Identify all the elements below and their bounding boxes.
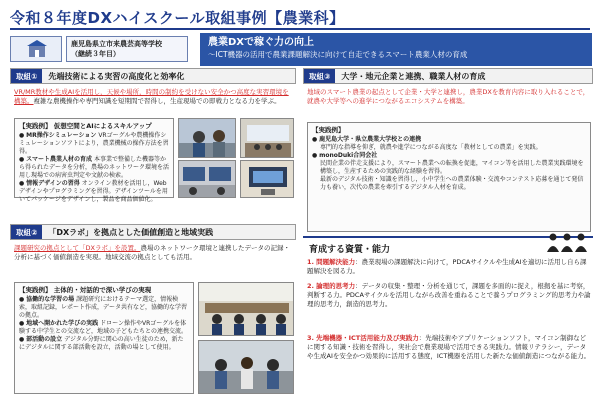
section-3-example-box [307,122,591,232]
classroom-photo [240,118,294,158]
design-work-photo [240,160,294,198]
list-item: ● 鹿児島大学・県立農業大学校との連携 [312,136,422,143]
section-1-example-heading: 【実践例】 仮想空間とAIによるスキルアップ [19,122,152,130]
list-item: ● 情報デザインの習得 オンライン教材を活用し，Webデザインやプログラミングを習得。デザインツールを用いてパッケージをデザインし，製品を商品価値化。 [19,180,168,203]
section-3-highlight: 地域のスマート農業の起点として企業・大学と連携し，農業DXを教育内容に取り入れることで，就農や大学等への進学につながるエコシステムを構築。 [307,88,590,105]
school-emblem-icon [10,36,62,62]
skill-item-2: 2. 論理的思考力：データの収集・整理・分析を通じて，課題を多面的に捉え，根拠を基に考察，判断する力。PDCAサイクルを活用しながら改善を重ねることで養うプログラミング的思考力や論理的思考力，創造的思考力。 [307,282,591,308]
section-1-tag: 取組① [11,69,42,83]
banner-title: 農業DXで稼ぐ力の向上 [208,37,315,48]
school-note: （継続３年目） [71,50,120,58]
skill-item-3: 3. 先端機器・ICT活用能力及び実践力：先端技術やアプリケーションソフト，マイコン制御などに関する知識・技術を習得し，実社会で農業現場で活用できる実践力。情報リテラシー，データや生成AIを安全かつ効果的に活用する態度，ICT機器を活用した新たな価値創造につながる能力。 [307,334,591,360]
section-2-highlight: 課題研究の拠点として「DXラボ」を設置。 [14,244,141,252]
title-bar [0,0,600,30]
list-item: ● 地域へ開かれた学びの実践 ドローン操作やVRゴーグルを体験する中学生との交流など，地域の子どもたちとの連携交流。 [19,320,188,335]
title-divider [10,28,590,30]
people-icon [545,232,589,252]
section-3-paragraph [307,88,591,106]
section-3-heading: 大学・地元企業と連携、職業人材の育成 [341,71,486,81]
section-2-example-box [14,282,194,394]
list-item: ● 協働的な学習の場 課題研究におけるテーマ選定，情報検索，取組記録，レポート作成，データ共有など，協働的な学習の拠点。 [19,296,188,319]
skill-item-1: 1. 問題解決能力：農業現場の課題解決に向けて，PDCAサイクルや生成AIを適切に活用し自ら課題解決を図る力。 [307,258,587,275]
section-3-header [303,68,593,84]
theme-banner [200,33,592,66]
section-3-tag: 取組③ [304,69,335,83]
exchange-event-photo [198,340,294,394]
skills-heading: 育成する資質・能力 [309,245,391,255]
section-1-header [10,68,296,84]
computer-lab-photo [178,160,236,198]
banner-subtitle: ～ICT機器の活用で農業課題解決に向けて自走できるスマート農業人材の育成 [208,50,468,59]
dx-lab-photo [198,282,294,336]
vr-training-photo [178,118,236,158]
section-1-text: 複雑な農機操作や専門知識を短期間で習得し，生産現場での即戦力となる力を学ぶ。 [33,97,281,105]
list-item-detail: 最新のデジタル技術・知識を習得し，小中学生への農業体験・交流やコンテスト応募を通じて発信力も養い，次代の農業を牽引するデジタル人材を育成。 [320,176,584,191]
school-box [66,36,188,62]
section-2-text: 農場のネットワーク環境と連携したデータの記録・分析に基づく価値創造を実現。地域交流の拠点としても活用。 [14,244,290,261]
section-2-tag: 取組② [11,225,42,239]
page-title: 令和８年度DXハイスクール取組事例【農業科】 [10,9,345,27]
section-1-paragraph [14,88,294,106]
section-2-paragraph [14,244,294,262]
section-3-example-heading: 【実践例】 [312,126,345,134]
section-2-header [10,224,296,240]
section-1-example-box [14,118,174,203]
section-1-heading: 先端技術による実習の高度化と効率化 [48,71,185,81]
list-item: ● 部活動の設立 デジタル分野に関心の高い生徒のため，新たにデジタルに関する部活動を設立，活動の場として使用。 [19,336,184,351]
list-item-detail: 民間企業の伴走支援により，スマート農業への転換を促進，マイコン等を活用した農業実践環境を構築し，生産するための実践的な経験を習得。 [320,160,584,175]
list-item: ● スマート農業人材の育成 本事業で整備した機器等から得られたデータを分析，農場のネットワーク環境を活用し現場での病害虫判定や文献の検索。 [19,156,170,179]
school-name: 鹿児島県立市来農芸高等学校 [71,40,162,48]
section-1-highlight: VR/MR教材や生成AIを活用し，天候や場所，時間の制約を受けない安全かつ高度な実習環境を構築。 [14,88,289,105]
section-2-heading: 「DXラボ」を拠点とした価値創造と地域実践 [48,227,214,237]
list-item: ● MR操作シミュレーション VRゴーグルや農機操作シミュレーションソフトにより，農業機械の操作方法を習得。 [19,132,169,155]
list-item: ● monoDuki合同会社 [312,152,378,159]
list-item-detail: 専門的な指導を仰ぎ，就農や進学につながる高度な「教材としての農業」を実践。 [320,144,542,151]
section-2-example-heading: 【実践例】 主体的・対話的で深い学びの実現 [19,286,152,294]
